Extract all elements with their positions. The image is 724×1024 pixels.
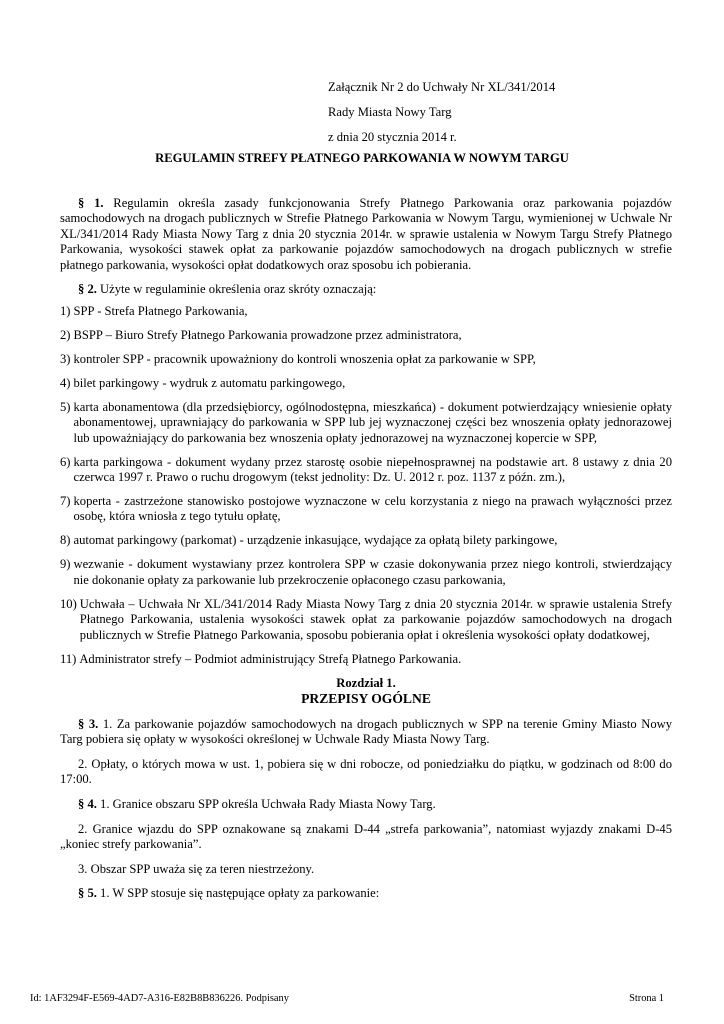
paragraph-4-label: § 4. [78, 796, 97, 811]
definition-number: 3) [60, 351, 71, 366]
definition-number: 11) [60, 651, 77, 666]
document-body [60, 196, 672, 911]
header-line-3: z dnia 20 stycznia 2014 r. [328, 130, 457, 144]
definition-text: automat parkingowy (parkomat) - urządzenie inkasujące, wydające za opłatą bilety parkingowe, [73, 533, 558, 548]
paragraph-1 [60, 196, 672, 273]
definition-text: koperta - zastrzeżone stanowisko postojowe wyznaczone w celu korzystania z niego na prawach wyłączności przez osobę, która wniosła z tego tytułu opłatę, [73, 493, 672, 524]
definition-number: 9) [60, 557, 71, 572]
document-id: Id: 1AF3294F-E569-4AD7-A316-E82B8B836226. Podpisany [30, 993, 289, 1004]
chapter-heading [60, 676, 672, 706]
definition-item [60, 328, 672, 343]
definition-item [60, 400, 672, 446]
definition-text: karta abonamentowa (dla przedsiębiorcy, ogólnodostępna, mieszkańca) - dokument potwierdzający wniesienie opłaty abonamentowej, uprawniający do parkowania w SPP lub jej wyznaczonej części bez wnoszenia opłaty jednorazowej lub upoważniający do parkowania bez wnoszenia opłaty jednorazowej na wyznaczonej kopercie w SPP, [73, 399, 672, 445]
definition-text: bilet parkingowy - wydruk z automatu parkingowego, [73, 375, 346, 390]
paragraph-4-text-1: 1. Granice obszaru SPP określa Uchwała Rady Miasta Nowy Targ. [96, 796, 436, 811]
paragraph-5-clause-1 [60, 886, 672, 901]
paragraph-3-label: § 3. [78, 716, 99, 731]
header-line-2: Rady Miasta Nowy Targ [328, 105, 452, 119]
definition-number: 8) [60, 533, 71, 548]
definition-text: kontroler SPP - pracownik upoważniony do kontroli wnoszenia opłat za parkowanie w SPP, [73, 351, 536, 366]
paragraph-4-clause-3: 3. Obszar SPP uważa się za teren niestrzeżony. [78, 861, 315, 876]
paragraph-3-clause-1 [60, 717, 672, 748]
definition-number: 5) [60, 399, 71, 414]
definitions-list [60, 304, 672, 667]
page-footer [30, 993, 664, 1004]
definition-text: karta parkingowa - dokument wydany przez starostę osobie niepełnosprawnej na podstawie art. 8 ustawy z dnia 20 czerwca 1997 r. Prawo o ruchu drogowym (tekst jednolity: Dz. U. 2012 r. poz. 1137 z późn. zm.), [73, 454, 672, 484]
paragraph-2-text: Użyte w regulaminie określenia oraz skróty oznaczają: [96, 282, 377, 297]
definition-item [60, 376, 672, 391]
paragraph-4-clause-1 [60, 797, 672, 812]
chapter-label: Rozdział 1. [336, 675, 396, 690]
document-title: REGULAMIN STREFY PŁATNEGO PARKOWANIA W NOWYM TARGU [155, 151, 569, 165]
definition-number: 10) [60, 596, 77, 611]
definition-item [60, 494, 672, 525]
definition-text: BSPP – Biuro Strefy Płatnego Parkowania prowadzone przez administratora, [73, 327, 462, 342]
paragraph-1-label: § 1. [78, 196, 104, 210]
paragraph-5-text-1: 1. W SPP stosuje się następujące opłaty za parkowanie: [96, 886, 380, 901]
definition-number: 7) [60, 493, 71, 508]
definition-number: 4) [60, 375, 71, 390]
paragraph-1-text: Regulamin określa zasady funkcjonowania Strefy Płatnego Parkowania oraz parkowania pojazdów samochodowych na drogach publicznych w Strefie Płatnego Parkowania w Nowym Targu, wymienionej w Uchwale Nr XL/341/2014 Rady Miasta Nowy Targ z dnia 20 stycznia 2014r. w sprawie ustalenia w Nowym Targu Strefy Płatnego Parkowania, wysokości stawek opłat za parkowanie pojazdów samochodowych na drogach publicznych w strefie płatnego parkowania, wysokości opłat dodatkowych oraz sposobu ich pobierania. [60, 196, 672, 272]
paragraph-5-label: § 5. [78, 886, 97, 901]
definition-item [60, 533, 672, 548]
paragraph-4-clause-2: 2. Granice wjazdu do SPP oznakowane są znakami D-44 „strefa parkowania”, natomiast wyjazdy znakami D-45 „koniec strefy parkowania”. [60, 821, 672, 851]
definition-item [60, 304, 672, 319]
chapter-title: PRZEPISY OGÓLNE [301, 690, 431, 706]
definition-number: 2) [60, 327, 71, 342]
paragraph-2-label: § 2. [78, 282, 97, 297]
definition-text: Administrator strefy – Podmiot administrujący Strefą Płatnego Parkowania. [79, 651, 462, 666]
header-line-1: Załącznik Nr 2 do Uchwały Nr XL/341/2014 [328, 80, 556, 94]
definition-text: SPP - Strefa Płatnego Parkowania, [73, 303, 248, 318]
definition-item [60, 557, 672, 588]
definition-item [60, 352, 672, 367]
attachment-header [328, 75, 555, 150]
paragraph-3-clause-2: 2. Opłaty, o których mowa w ust. 1, pobiera się w dni robocze, od poniedziałku do piątku, w godzinach od 8:00 do 17:00. [60, 756, 672, 787]
definition-text: wezwanie - dokument wystawiany przez kontrolera SPP w czasie dokonywania przez niego kontroli, stwierdzający nie dokonanie opłaty za parkowanie lub przekroczenie opłaconego czasu parkowania, [73, 557, 672, 587]
definition-number: 1) [60, 303, 71, 318]
paragraph-2 [60, 282, 672, 297]
page-number: Strona 1 [629, 993, 664, 1004]
definition-number: 6) [60, 454, 71, 469]
paragraph-3-text-1: 1. Za parkowanie pojazdów samochodowych na drogach publicznych w SPP na terenie Gminy Miasto Nowy Targ pobiera się opłaty w wysokości określonej w Uchwale Rady Miasta Nowy Targ. [60, 716, 673, 746]
definition-item [60, 652, 672, 667]
definition-item [60, 597, 672, 643]
definition-item [60, 455, 672, 486]
definition-text: Uchwała – Uchwała Nr XL/341/2014 Rady Miasta Nowy Targ z dnia 20 stycznia 2014r. w sprawie ustalenia Strefy Płatnego Parkowania, ustalenia wysokości stawek opłat za parkowanie pojazdów samochodowych na drogach publicznych w Strefie Płatnego Parkowania, sposobu pobierania opłat i określenia wysokości opłaty dodatkowej, [79, 596, 672, 642]
